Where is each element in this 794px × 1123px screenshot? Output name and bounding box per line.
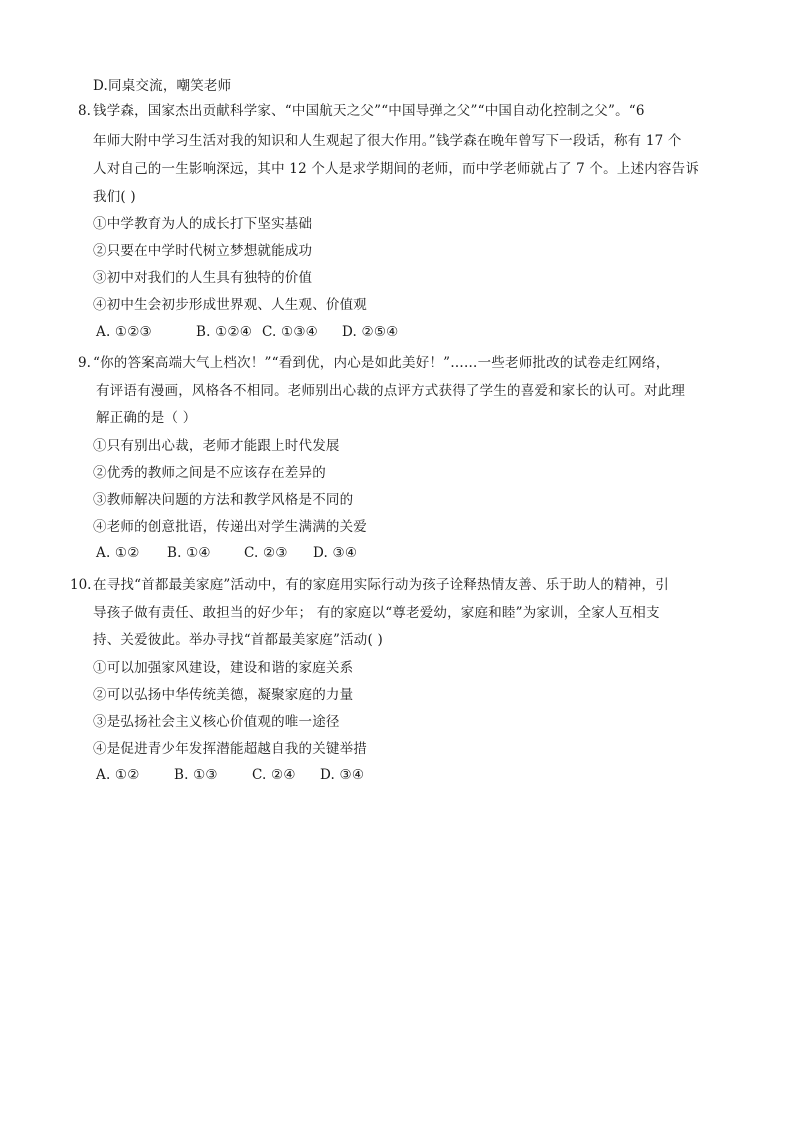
q10-statement-4: ④是促进青少年发挥潜能超越自我的关键举措 — [93, 741, 367, 757]
q10-choice-a[interactable]: A. ①② — [96, 767, 140, 783]
q9-statement-3: ③教师解决问题的方法和教学风格是不同的 — [93, 492, 354, 508]
q9-choice-c[interactable]: C. ②③ — [244, 545, 288, 561]
q10-statement-3: ③是弘扬社会主义核心价值观的唯一途径 — [93, 714, 340, 730]
q7-option-d: D.同桌交流，嘲笑老师 — [93, 78, 232, 94]
q9-statement-4: ④老师的创意批语，传递出对学生满满的关爱 — [93, 519, 367, 535]
q10-stem-line-2: 导孩子做有责任、敢担当的好少年； 有的家庭以“尊老爱幼，家庭和睦”为家训，全家人互相支 — [93, 605, 660, 621]
q8-stem-line-1: 钱学森，国家杰出贡献科学家、“中国航天之父”“中国导弹之父”“中国自动化控制之父”。“6 — [93, 103, 645, 119]
q8-choice-b[interactable]: B. ①②④ — [196, 324, 253, 340]
q8-statement-1: ①中学教育为人的成长打下坚实基础 — [93, 216, 313, 232]
q9-statement-2: ②优秀的教师之间是不应该存在差异的 — [93, 465, 326, 481]
q8-choice-c[interactable]: C. ①③④ — [262, 324, 318, 340]
q8-choice-d[interactable]: D. ②⑤④ — [342, 324, 399, 340]
q10-statement-2: ②可以弘扬中华传统美德，凝聚家庭的力量 — [93, 687, 354, 703]
q8-statement-4: ④初中生会初步形成世界观、人生观、价值观 — [93, 297, 367, 313]
q9-number: 9. — [78, 355, 91, 371]
q8-choice-a[interactable]: A. ①②③ — [96, 324, 152, 340]
q9-stem-line-1: “你的答案高端大气上档次！”“看到优，内心是如此美好！”……一些老师批改的试卷走红网络， — [93, 355, 670, 371]
q8-stem-line-3: 人对自己的一生影响深远，其中 12 个人是求学期间的老师，而中学老师就占了 7 个。上述内容告诉 — [93, 161, 700, 177]
q9-stem-line-2: 有评语有漫画，风格各不相同。老师别出心裁的点评方式获得了学生的喜爱和家长的认可。对此理 — [96, 383, 686, 399]
q9-choice-d[interactable]: D. ③④ — [313, 545, 358, 561]
q9-statement-1: ①只有别出心裁，老师才能跟上时代发展 — [93, 438, 340, 454]
q10-choice-d[interactable]: D. ③④ — [320, 767, 365, 783]
q10-number: 10. — [70, 577, 92, 593]
q8-number: 8. — [78, 103, 91, 119]
q8-statement-2: ②只要在中学时代树立梦想就能成功 — [93, 243, 313, 259]
q10-statement-1: ①可以加强家风建设，建设和谐的家庭关系 — [93, 660, 354, 676]
q9-choice-b[interactable]: B. ①④ — [167, 545, 211, 561]
q10-stem-line-3: 持、关爱彼此。举办寻找“首都最美家庭”活动( ) — [93, 632, 383, 648]
q8-stem-line-4: 我们( ) — [93, 189, 136, 205]
q9-choice-a[interactable]: A. ①② — [96, 545, 140, 561]
q10-stem-line-1: 在寻找“首都最美家庭”活动中，有的家庭用实际行动为孩子诠释热情友善、乐于助人的精神，引 — [93, 577, 669, 593]
q8-stem-line-2: 年师大附中学习生活对我的知识和人生观起了很大作用。”钱学森在晚年曾写下一段话，称有 17 个 — [93, 133, 682, 149]
q10-choice-c[interactable]: C. ②④ — [252, 767, 296, 783]
q10-choice-b[interactable]: B. ①③ — [174, 767, 218, 783]
q8-statement-3: ③初中对我们的人生具有独特的价值 — [93, 270, 313, 286]
q9-stem-line-3: 解正确的是（ ） — [96, 410, 197, 426]
